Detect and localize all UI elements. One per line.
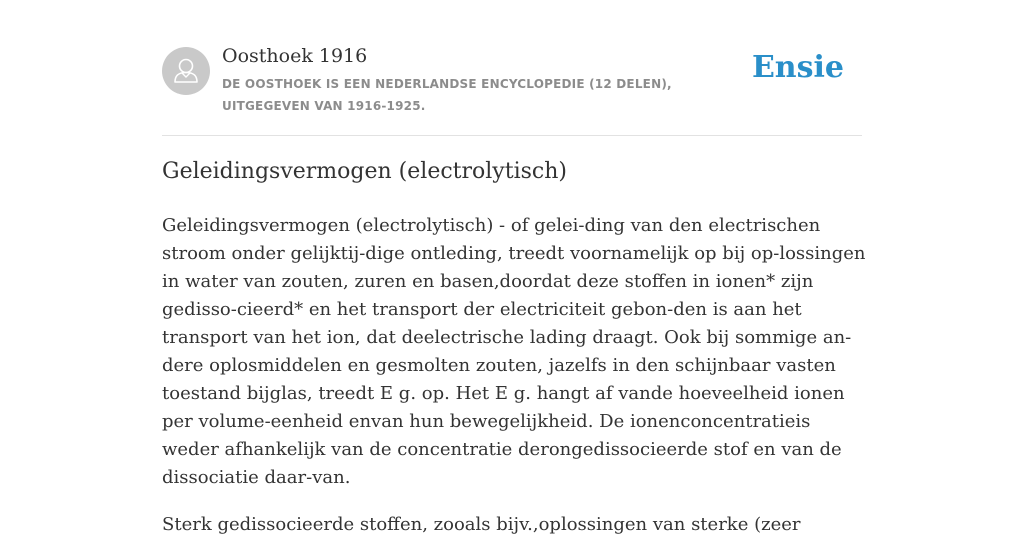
source-header [162, 42, 862, 118]
article-body [162, 212, 868, 558]
article-paragraph: Geleidingsvermogen (electrolytisch) - of gelei-ding van den electrischen stroom onder gelijktij-dige ontleding, treedt voornamelijk op bij op-lossingen in water van zouten, zuren en basen,doordat deze stoffen in ionen* zijn gedisso-cieerd* en het transport der electriciteit gebon-den is aan het transport van het ion, dat deelectrische lading draagt. Ook bij sommige an-dere oplosmiddelen en gesmolten zouten, jazelfs in den schijnbaar vasten toestand bijglas, treedt E g. op. Het E g. hangt af vande hoeveelheid ionen per volume-eenheid envan hun bewegelijkheid. De ionenconcentratieis weder afhankelijk van de concentratie derongedissocieerde stof en van de dissociatie daar-van. [162, 215, 866, 488]
user-avatar-icon [162, 47, 210, 95]
source-description: DE OOSTHOEK IS EEN NEDERLANDSE ENCYCLOPEDIE (12 DELEN), UITGEGEVEN VAN 1916-1925. [222, 77, 672, 113]
ensie-logo[interactable]: Ensie [751, 50, 844, 85]
source-name[interactable]: Oosthoek 1916 [222, 45, 368, 67]
article-paragraph: Sterk gedissocieerde stoffen, zooals bijv.,oplossingen van sterke (zeer [162, 514, 801, 535]
article-title: Geleidingsvermogen (electrolytisch) [162, 159, 567, 184]
header-divider [162, 135, 862, 136]
